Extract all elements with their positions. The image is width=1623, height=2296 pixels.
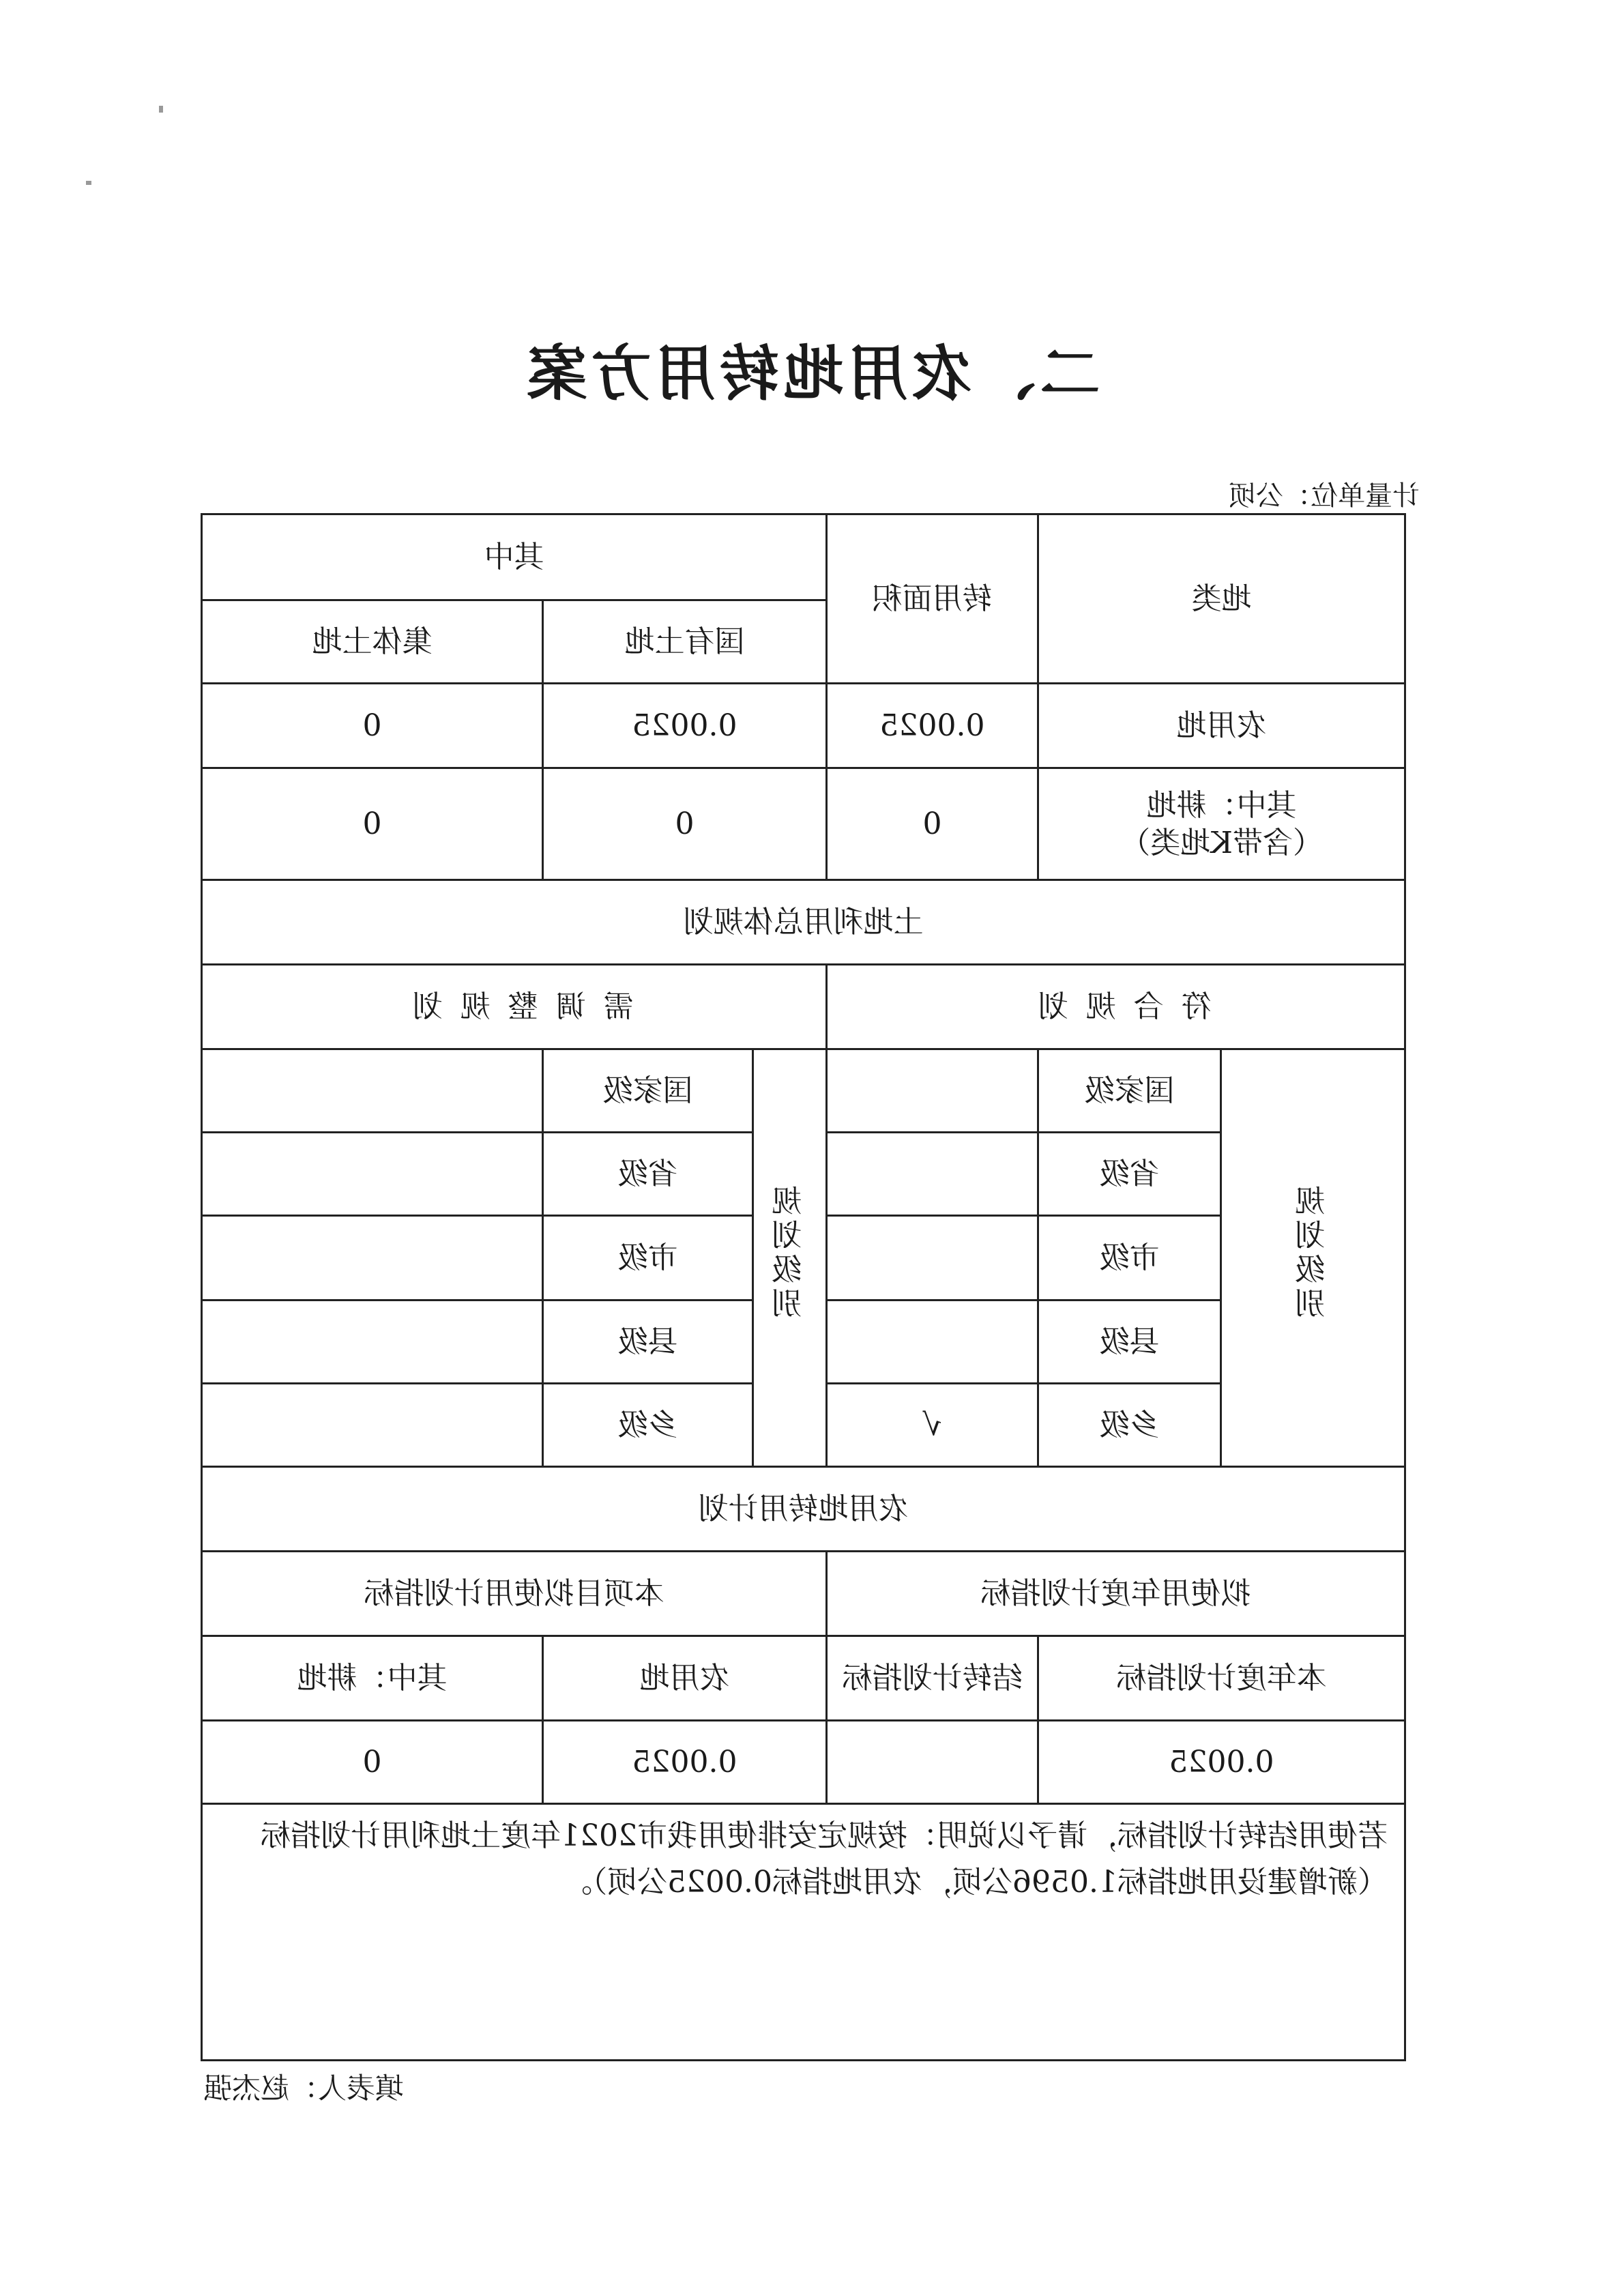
adjust-level-municipal: 市级	[543, 1216, 753, 1300]
conform-value-provincial	[827, 1133, 1038, 1216]
adjust-value-township	[201, 1384, 542, 1467]
conform-level-header-text: 规划级别	[1296, 1185, 1330, 1322]
adjust-value-municipal	[201, 1216, 542, 1300]
row-farmland-state: 0.0025	[543, 684, 827, 768]
planning-section-title: 土地利用总体规划	[201, 880, 1405, 965]
conform-level-municipal: 市级	[1038, 1216, 1221, 1300]
adjust-level-township: 乡级	[543, 1384, 753, 1467]
conform-value-county	[827, 1300, 1038, 1384]
header-of-which: 其中	[201, 514, 826, 600]
conversion-table	[201, 513, 1406, 2061]
row-cultivated-area: 0	[827, 768, 1038, 880]
quota-cultivated-value: 0	[201, 1721, 542, 1804]
quota-cultivated-header: 其中：耕地	[201, 1636, 542, 1721]
adjust-level-county: 县级	[543, 1300, 753, 1384]
conform-check-mark: √	[827, 1384, 1038, 1467]
adjust-value-provincial	[201, 1133, 542, 1216]
quota-farmland-header: 农用地	[543, 1636, 827, 1721]
header-land-type: 地类	[1038, 514, 1405, 684]
conform-value-national	[827, 1049, 1038, 1133]
row-cultivated-state: 0	[543, 768, 827, 880]
adjust-value-county	[201, 1300, 542, 1384]
adjust-level-header-text: 规划级别	[772, 1185, 807, 1322]
form-filler: 填表人：赵杰强	[203, 2072, 405, 2105]
carryover-quota-header: 结转计划指标	[827, 1636, 1038, 1721]
page-title: 二、农用地转用方案	[523, 338, 1100, 409]
carryover-note: 若使用结转计划指标，请予以说明：按规定安排使用我市2021年度土地利用计划指标（新增建设用地指标1.0596公顷，农用地指标0.0025公顷）。	[201, 1804, 1405, 2061]
row-cultivated-collective: 0	[201, 768, 542, 880]
annual-quota-header: 拟使用年度计划指标	[827, 1552, 1405, 1636]
this-year-quota-value: 0.0025	[1038, 1721, 1405, 1804]
row-farmland-area: 0.0025	[827, 684, 1038, 768]
adjust-level-provincial: 省级	[543, 1133, 753, 1216]
conversion-plan-title: 农用地转用计划	[201, 1467, 1405, 1552]
conform-value-municipal	[827, 1216, 1038, 1300]
row-farmland-collective: 0	[201, 684, 542, 768]
planning-adjust-header: 需调整规划	[201, 965, 826, 1049]
adjust-level-national: 国家级	[543, 1049, 753, 1133]
adjust-value-national	[201, 1049, 542, 1133]
quota-farmland-value: 0.0025	[543, 1721, 827, 1804]
conform-level-national: 国家级	[1038, 1049, 1221, 1133]
conform-level-county: 县级	[1038, 1300, 1221, 1384]
conform-level-provincial: 省级	[1038, 1133, 1221, 1216]
planning-conform-header: 符合规划	[827, 965, 1405, 1049]
adjust-level-header	[753, 1049, 827, 1467]
conform-level-township: 乡级	[1038, 1384, 1221, 1467]
this-year-quota-header: 本年度计划指标	[1038, 1636, 1405, 1721]
row-cultivated-label-line2: （含带K地类）	[1120, 825, 1323, 860]
conform-level-header	[1221, 1049, 1405, 1467]
carryover-quota-value	[827, 1721, 1038, 1804]
header-converted-area: 转用面积	[827, 514, 1038, 684]
row-cultivated-label	[1038, 768, 1405, 880]
header-collective-land: 集体土地	[201, 600, 542, 684]
project-quota-header: 本项目拟使用计划指标	[201, 1552, 826, 1636]
header-state-land: 国有土地	[543, 600, 827, 684]
unit-label: 计量单位：公顷	[1229, 480, 1420, 512]
row-cultivated-label-line1: 其中：耕地	[1146, 787, 1297, 823]
row-farmland-label: 农用地	[1038, 684, 1405, 768]
